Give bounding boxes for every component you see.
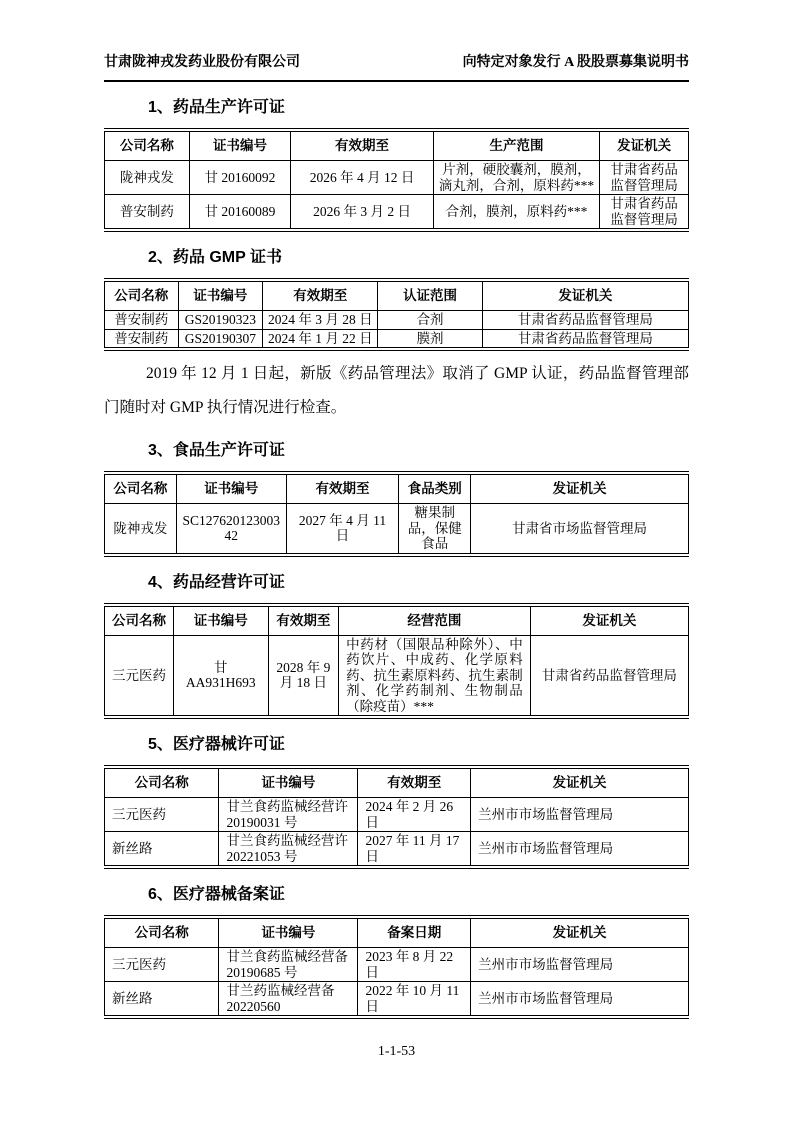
gmp-note-paragraph: 2019 年 12 月 1 日起，新版《药品管理法》取消了 GMP 认证，药品监督管理部门随时对 GMP 执行情况进行检查。: [104, 365, 689, 416]
column-header-company: 公司名称: [105, 473, 177, 504]
cell-company: 普安制药: [105, 195, 190, 231]
column-header-company: 公司名称: [105, 280, 179, 311]
cell-authority: 甘肃省药品监督管理局: [482, 311, 688, 330]
table-row: [105, 195, 689, 231]
table-row: [105, 635, 689, 717]
drug-production-license-table: [104, 128, 689, 232]
cell-authority: 兰州市市场监督管理局: [471, 982, 689, 1018]
table-header-row: [105, 767, 689, 798]
cell-valid-until: 2024 年 3 月 28 日: [263, 311, 378, 330]
column-header-cert-no: 证书编号: [189, 130, 291, 161]
column-header-authority: 发证机关: [471, 473, 689, 504]
table-header-row: [105, 473, 689, 504]
section-heading-drug-production-license: 1、药品生产许可证: [148, 99, 285, 116]
column-header-valid-until: 有效期至: [286, 473, 399, 504]
header-divider: [104, 80, 689, 82]
header-doc-title: 向特定对象发行 A 股股票募集说明书: [462, 55, 689, 70]
table-row: [105, 329, 689, 349]
cell-company: 普安制药: [105, 329, 179, 349]
cell-authority: 甘肃省市场监督管理局: [471, 504, 689, 555]
cell-company: 三元医药: [105, 948, 219, 982]
column-header-authority: 发证机关: [471, 917, 689, 948]
cell-cert-scope: 合剂: [378, 311, 483, 330]
cell-cert-no: 甘兰药监械经营备20220560: [219, 982, 358, 1018]
cell-food-category: 糖果制品，保健食品: [399, 504, 471, 555]
column-header-authority: 发证机关: [471, 767, 689, 798]
header-company-name: 甘肃陇神戎发药业股份有限公司: [104, 55, 300, 70]
table-row: [105, 798, 689, 832]
column-header-cert-no: 证书编号: [219, 767, 358, 798]
column-header-company: 公司名称: [105, 917, 219, 948]
table-row: [105, 504, 689, 555]
column-header-company: 公司名称: [105, 767, 219, 798]
column-header-record-date: 备案日期: [358, 917, 471, 948]
cell-company: 新丝路: [105, 982, 219, 1018]
cell-valid-until: 2024 年 1 月 22 日: [263, 329, 378, 349]
column-header-authority: 发证机关: [600, 130, 689, 161]
cell-authority: 兰州市市场监督管理局: [471, 798, 689, 832]
cell-valid-until: 2026 年 4 月 12 日: [291, 161, 433, 195]
column-header-company: 公司名称: [105, 130, 190, 161]
table-row: [105, 161, 689, 195]
column-header-valid-until: 有效期至: [291, 130, 433, 161]
column-header-authority: 发证机关: [530, 605, 688, 636]
column-header-cert-no: 证书编号: [219, 917, 358, 948]
cell-cert-no: 甘兰食药监械经营备20190685 号: [219, 948, 358, 982]
food-production-license-table: [104, 471, 689, 557]
table-header-row: [105, 917, 689, 948]
column-header-valid-until: 有效期至: [268, 605, 339, 636]
section-heading-gmp-certificate: 2、药品 GMP 证书: [148, 249, 282, 266]
cell-valid-until: 2024 年 2 月 26 日: [358, 798, 471, 832]
page-number: 1-1-53: [377, 1044, 416, 1059]
cell-authority: 甘肃省药品监督管理局: [530, 635, 688, 717]
cell-record-date: 2023 年 8 月 22 日: [358, 948, 471, 982]
cell-company: 陇神戎发: [105, 504, 177, 555]
cell-cert-no: SC12762012300342: [176, 504, 286, 555]
cell-company: 新丝路: [105, 832, 219, 868]
cell-cert-no: GS20190307: [178, 329, 263, 349]
column-header-business-scope: 经营范围: [339, 605, 531, 636]
cell-authority: 兰州市市场监督管理局: [471, 948, 689, 982]
gmp-certificate-table: [104, 278, 689, 351]
cell-authority: 甘肃省药品监督管理局: [600, 195, 689, 231]
drug-trade-license-table: [104, 603, 689, 720]
cell-business-scope: 中药材（国限品种除外）、中药饮片、中成药、化学原料药、抗生素原料药、抗生素制剂、化学药制剂、生物制品（除疫苗）***: [339, 635, 531, 717]
table-row: [105, 948, 689, 982]
cell-production-scope: 合剂，膜剂，原料药***: [433, 195, 599, 231]
table-header-row: [105, 605, 689, 636]
section-heading-food-production-license: 3、食品生产许可证: [148, 442, 285, 459]
section-heading-medical-device-license: 5、医疗器械许可证: [148, 736, 285, 753]
table-header-row: [105, 280, 689, 311]
cell-cert-no: 甘兰食药监械经营许20221053 号: [219, 832, 358, 868]
medical-device-license-table: [104, 765, 689, 869]
column-header-cert-no: 证书编号: [173, 605, 268, 636]
cell-valid-until: 2026 年 3 月 2 日: [291, 195, 433, 231]
cell-valid-until: 2027 年 4 月 11 日: [286, 504, 399, 555]
cell-company: 陇神戎发: [105, 161, 190, 195]
section-heading-drug-trade-license: 4、药品经营许可证: [148, 573, 285, 591]
cell-record-date: 2022 年 10 月 11 日: [358, 982, 471, 1018]
cell-valid-until: 2027 年 11 月 17 日: [358, 832, 471, 868]
table-row: [105, 982, 689, 1018]
cell-cert-scope: 膜剂: [378, 329, 483, 349]
cell-authority: 兰州市市场监督管理局: [471, 832, 689, 868]
column-header-food-category: 食品类别: [399, 473, 471, 504]
cell-company: 三元医药: [105, 798, 219, 832]
table-row: [105, 311, 689, 330]
medical-device-record-table: [104, 915, 689, 1019]
cell-authority: 甘肃省药品监督管理局: [482, 329, 688, 349]
column-header-valid-until: 有效期至: [263, 280, 378, 311]
column-header-cert-no: 证书编号: [176, 473, 286, 504]
column-header-production-scope: 生产范围: [433, 130, 599, 161]
column-header-cert-no: 证书编号: [178, 280, 263, 311]
cell-cert-no: 甘兰食药监械经营许20190031 号: [219, 798, 358, 832]
cell-cert-no: 甘 AA931H693: [173, 635, 268, 717]
cell-company: 普安制药: [105, 311, 179, 330]
cell-cert-no: 甘 20160092: [189, 161, 291, 195]
column-header-cert-scope: 认证范围: [378, 280, 483, 311]
cell-cert-no: GS20190323: [178, 311, 263, 330]
table-header-row: [105, 130, 689, 161]
column-header-valid-until: 有效期至: [358, 767, 471, 798]
cell-company: 三元医药: [105, 635, 174, 717]
cell-production-scope: 片剂，硬胶囊剂，膜剂，滴丸剂，合剂，原料药***: [433, 161, 599, 195]
page-header: [104, 54, 689, 72]
cell-cert-no: 甘 20160089: [189, 195, 291, 231]
column-header-company: 公司名称: [105, 605, 174, 636]
cell-authority: 甘肃省药品监督管理局: [600, 161, 689, 195]
column-header-authority: 发证机关: [482, 280, 688, 311]
table-row: [105, 832, 689, 868]
section-heading-medical-device-record: 6、医疗器械备案证: [148, 886, 285, 903]
cell-valid-until: 2028 年 9 月 18 日: [268, 635, 339, 717]
